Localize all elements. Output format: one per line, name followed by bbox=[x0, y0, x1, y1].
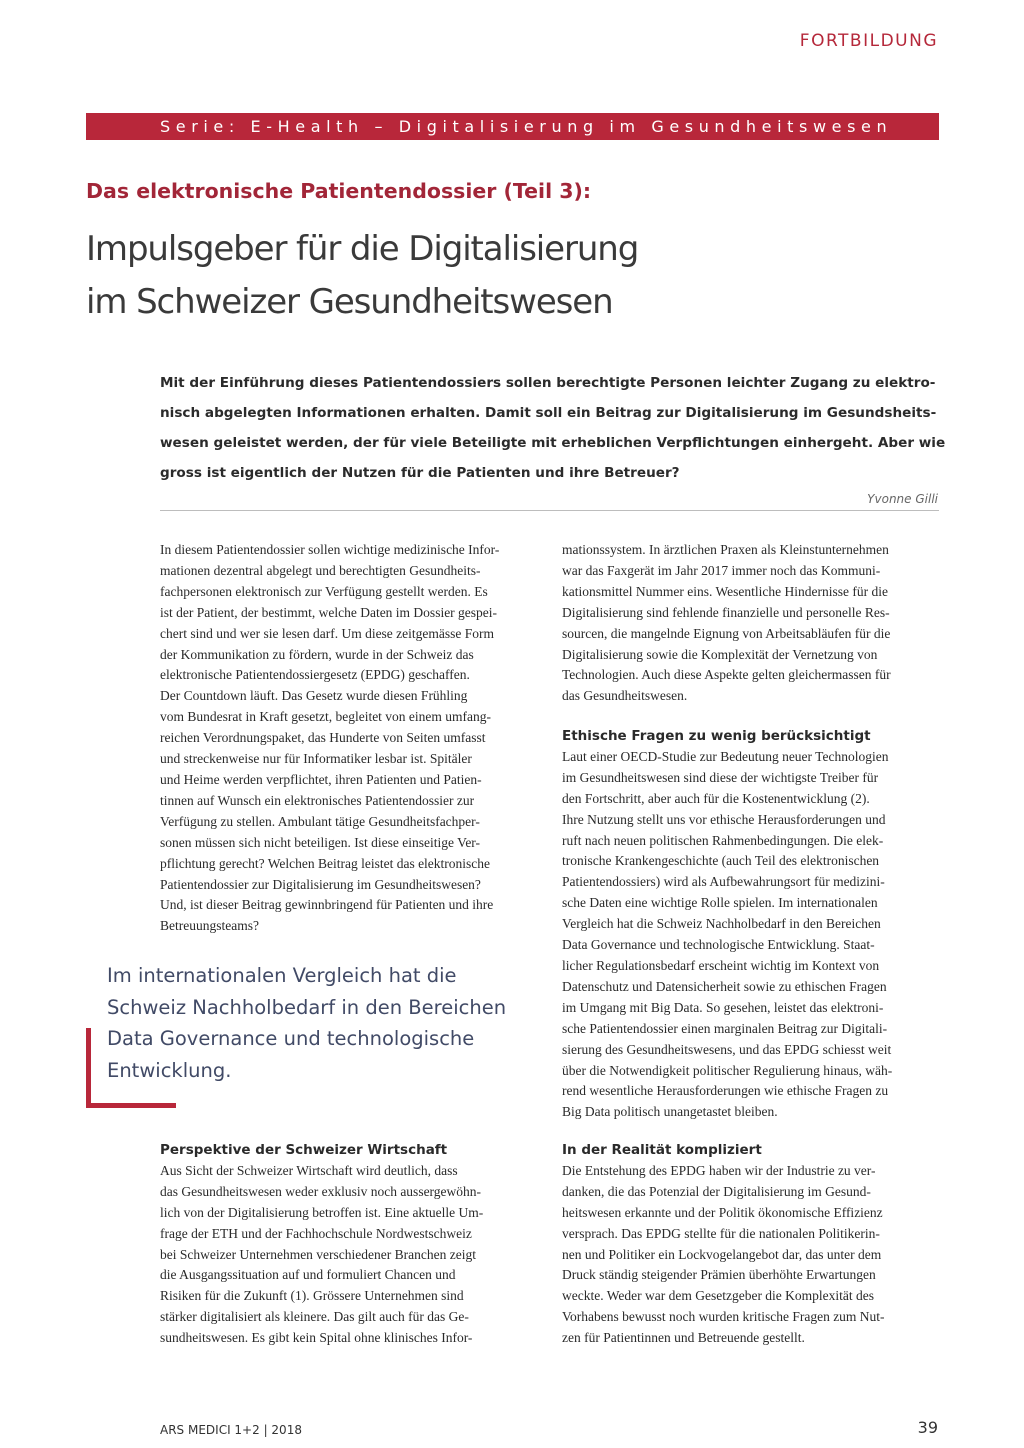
body-line: danken, die das Potenzial der Digitalisierung im Gesund- bbox=[562, 1183, 871, 1199]
quote-line: Im internationalen Vergleich hat die bbox=[107, 964, 457, 987]
body-line: Aus Sicht der Schweizer Wirtschaft wird deutlich, dass bbox=[160, 1162, 458, 1178]
body-line: tinnen auf Wunsch ein elektronisches Patientendossier zur bbox=[160, 792, 475, 808]
lead-line: Mit der Einführung dieses Patientendossiers sollen berechtigte Personen leichter Zugang zu elektro- bbox=[160, 375, 936, 391]
body-line: das Gesundheitswesen. bbox=[562, 688, 688, 704]
article-lead bbox=[160, 368, 946, 488]
pull-quote bbox=[107, 960, 506, 1086]
section-heading: In der Realität kompliziert bbox=[562, 1142, 762, 1158]
quote-bracket bbox=[86, 1103, 176, 1108]
body-line: im Umgang mit Big Data. So gesehen, leistet das elektroni- bbox=[562, 999, 884, 1015]
body-line: Technologien. Auch diese Aspekte gelten gleichermassen für bbox=[562, 667, 891, 683]
quote-line: Data Governance und technologische bbox=[107, 1027, 475, 1050]
body-line: Der Countdown läuft. Das Gesetz wurde diesen Frühling bbox=[160, 688, 468, 704]
quote-line: Schweiz Nachholbedarf in den Bereichen bbox=[107, 995, 507, 1019]
body-line: mationssystem. In ärztlichen Praxen als Kleinstunternehmen bbox=[562, 542, 889, 557]
title-line: im Schweizer Gesundheitswesen bbox=[86, 282, 613, 322]
body-line: Data Governance und technologische Entwicklung. Staat- bbox=[562, 937, 875, 953]
body-line: sche Patientendossier einen marginalen Beitrag zur Digitali- bbox=[562, 1020, 888, 1036]
author: Yvonne Gilli bbox=[867, 492, 938, 506]
column-right bbox=[562, 540, 891, 707]
page-number: 39 bbox=[917, 1418, 938, 1437]
column-right-section-1 bbox=[562, 726, 892, 1123]
section-heading: Ethische Fragen zu wenig berücksichtigt bbox=[562, 728, 871, 744]
body-line: ist der Patient, der bestimmt, welche Daten im Dossier gespei- bbox=[160, 604, 498, 620]
article-kicker: Das elektronische Patientendossier (Teil 3): bbox=[86, 179, 592, 203]
body-line: sche Daten eine wichtige Rolle spielen. Im internationalen bbox=[562, 895, 878, 911]
body-line: sierung des Gesundheitswesens, und das EPDG schiesst weit bbox=[562, 1041, 892, 1057]
quote-bracket bbox=[86, 1028, 91, 1108]
body-line: nen und Politiker ein Lockvogelangebot dar, das unter dem bbox=[562, 1246, 882, 1262]
body-line: In diesem Patientendossier sollen wichtige medizinische Infor- bbox=[160, 542, 500, 557]
body-line: elektronische Patientendossiergesetz (EPDG) geschaffen. bbox=[160, 667, 470, 683]
body-line: Vergleich hat die Schweiz Nachholbedarf in den Bereichen bbox=[562, 916, 881, 932]
quote-line: Entwicklung. bbox=[107, 1058, 232, 1082]
body-line: pflichtung gerecht? Welchen Beitrag leistet das elektronische bbox=[160, 855, 491, 871]
body-line: sourcen, die mangelnde Eignung von Arbeitsabläufen für die bbox=[562, 625, 891, 641]
body-line: lich von der Digitalisierung betroffen ist. Eine aktuelle Um- bbox=[160, 1204, 484, 1220]
body-line: Risiken für die Zukunft (1). Grössere Unternehmen sind bbox=[160, 1288, 464, 1304]
body-line: Druck ständig steigender Prämien überhöhte Erwartungen bbox=[562, 1267, 876, 1283]
body-line: weckte. Weder war dem Gesetzgeber die Komplexität des bbox=[562, 1288, 875, 1304]
body-line: tronische Krankengeschichte (auch Teil des elektronischen bbox=[562, 853, 880, 869]
lead-line: wesen geleistet werden, der für viele Beteiligte mit erheblichen Verpflichtungen einhergeht. Aber wie bbox=[160, 435, 946, 451]
column-left bbox=[160, 540, 499, 937]
body-line: Betreuungsteams? bbox=[160, 918, 259, 934]
column-left-section bbox=[160, 1140, 483, 1349]
body-line: heitswesen erkannte und der Politik ökonomische Effizienz bbox=[562, 1204, 883, 1220]
body-line: mationen dezentral abgelegt und berechtigten Gesundheits- bbox=[160, 562, 481, 578]
body-line: sonen müssen sich nicht beteiligen. Ist diese einseitige Ver- bbox=[160, 834, 481, 850]
body-line: zen für Patientinnen und Betreuende gestellt. bbox=[562, 1330, 805, 1346]
body-line: und streckenweise nur für Informatiker lesbar ist. Spitäler bbox=[160, 751, 472, 767]
article-title bbox=[86, 223, 946, 329]
body-line: Die Entstehung des EPDG haben wir der Industrie zu ver- bbox=[562, 1162, 876, 1178]
section-heading: Perspektive der Schweizer Wirtschaft bbox=[160, 1142, 448, 1158]
body-line: Verfügung zu stellen. Ambulant tätige Gesundheitsfachper- bbox=[160, 813, 480, 829]
body-line: chert sind und wer sie lesen darf. Um diese zeitgemässe Form bbox=[160, 625, 495, 641]
body-line: über die Notwendigkeit politischer Regulierung hinaus, wäh- bbox=[562, 1062, 893, 1078]
body-line: Digitalisierung sowie die Komplexität der Vernetzung von bbox=[562, 646, 878, 662]
body-line: der Kommunikation zu fördern, wurde in der Schweiz das bbox=[160, 646, 474, 662]
body-line: stärker digitalisiert als kleinere. Das gilt auch für das Ge- bbox=[160, 1309, 469, 1325]
title-line: Impulsgeber für die Digitalisierung bbox=[86, 229, 639, 269]
body-line: Digitalisierung sind fehlende finanzielle und personelle Res- bbox=[562, 604, 890, 620]
body-line: Vorhabens bewusst noch wurden kritische Fragen zum Nut- bbox=[562, 1309, 885, 1325]
body-line: licher Regulationsbedarf erscheint wichtig im Kontext von bbox=[562, 957, 880, 973]
lead-line: nisch abgelegten Informationen erhalten. Damit soll ein Beitrag zur Digitalisierung im Gesundsheits- bbox=[160, 405, 937, 421]
body-line: Big Data politisch unangetastet bleiben. bbox=[562, 1104, 778, 1120]
body-line: frage der ETH und der Fachhochschule Nordwestschweiz bbox=[160, 1225, 472, 1241]
body-line: rend wesentliche Herausforderungen wie ethische Fragen zu bbox=[562, 1083, 889, 1099]
body-line: kationsmittel Nummer eins. Wesentliche Hindernisse für die bbox=[562, 583, 888, 599]
body-line: den Fortschritt, aber auch für die Kostenentwicklung (2). bbox=[562, 790, 870, 806]
body-line: die Ausgangssituation auf und formuliert Chancen und bbox=[160, 1267, 456, 1283]
column-right-section-2 bbox=[562, 1140, 885, 1349]
series-banner: Serie: E-Health – Digitalisierung im Gesundheitswesen bbox=[86, 113, 939, 140]
body-line: vom Bundesrat in Kraft gesetzt, begleitet von einem umfang- bbox=[160, 709, 492, 725]
body-line: bei Schweizer Unternehmen verschiedener Branchen zeigt bbox=[160, 1246, 476, 1262]
journal-info: ARS MEDICI 1+2 | 2018 bbox=[160, 1423, 302, 1437]
section-label: FORTBILDUNG bbox=[799, 31, 938, 51]
body-line: fachpersonen elektronisch zur Verfügung gestellt werden. Es bbox=[160, 583, 488, 599]
divider bbox=[160, 510, 939, 511]
body-line: Patientendossier zur Digitalisierung im Gesundheitswesen? bbox=[160, 876, 481, 892]
body-line: und Heime werden verpflichtet, ihren Patienten und Patien- bbox=[160, 771, 482, 787]
body-line: ruft nach neuen politischen Rahmenbedingungen. Die elek- bbox=[562, 832, 884, 848]
body-line: im Gesundheitswesen sind diese der wichtigste Treiber für bbox=[562, 769, 879, 785]
body-line: das Gesundheitswesen weder exklusiv noch aussergewöhn- bbox=[160, 1183, 482, 1199]
body-line: Und, ist dieser Beitrag gewinnbringend für Patienten und ihre bbox=[160, 897, 494, 913]
body-line: Laut einer OECD-Studie zur Bedeutung neuer Technologien bbox=[562, 748, 889, 764]
body-line: war das Faxgerät im Jahr 2017 immer noch das Kommuni- bbox=[562, 562, 881, 578]
body-line: sundheitswesen. Es gibt kein Spital ohne klinisches Infor- bbox=[160, 1330, 473, 1346]
body-line: reichen Verordnungspaket, das Hunderte von Seiten umfasst bbox=[160, 730, 486, 746]
lead-line: gross ist eigentlich der Nutzen für die Patienten und ihre Betreuer? bbox=[160, 465, 680, 481]
body-line: Datenschutz und Datensicherheit sowie zu ethischen Fragen bbox=[562, 978, 887, 994]
body-line: Ihre Nutzung stellt uns vor ethische Herausforderungen und bbox=[562, 811, 886, 827]
body-line: versprach. Das EPDG stellte für die nationalen Politikerin- bbox=[562, 1225, 880, 1241]
body-line: Patientendossiers) wird als Aufbewahrungsort für medizini- bbox=[562, 874, 885, 890]
